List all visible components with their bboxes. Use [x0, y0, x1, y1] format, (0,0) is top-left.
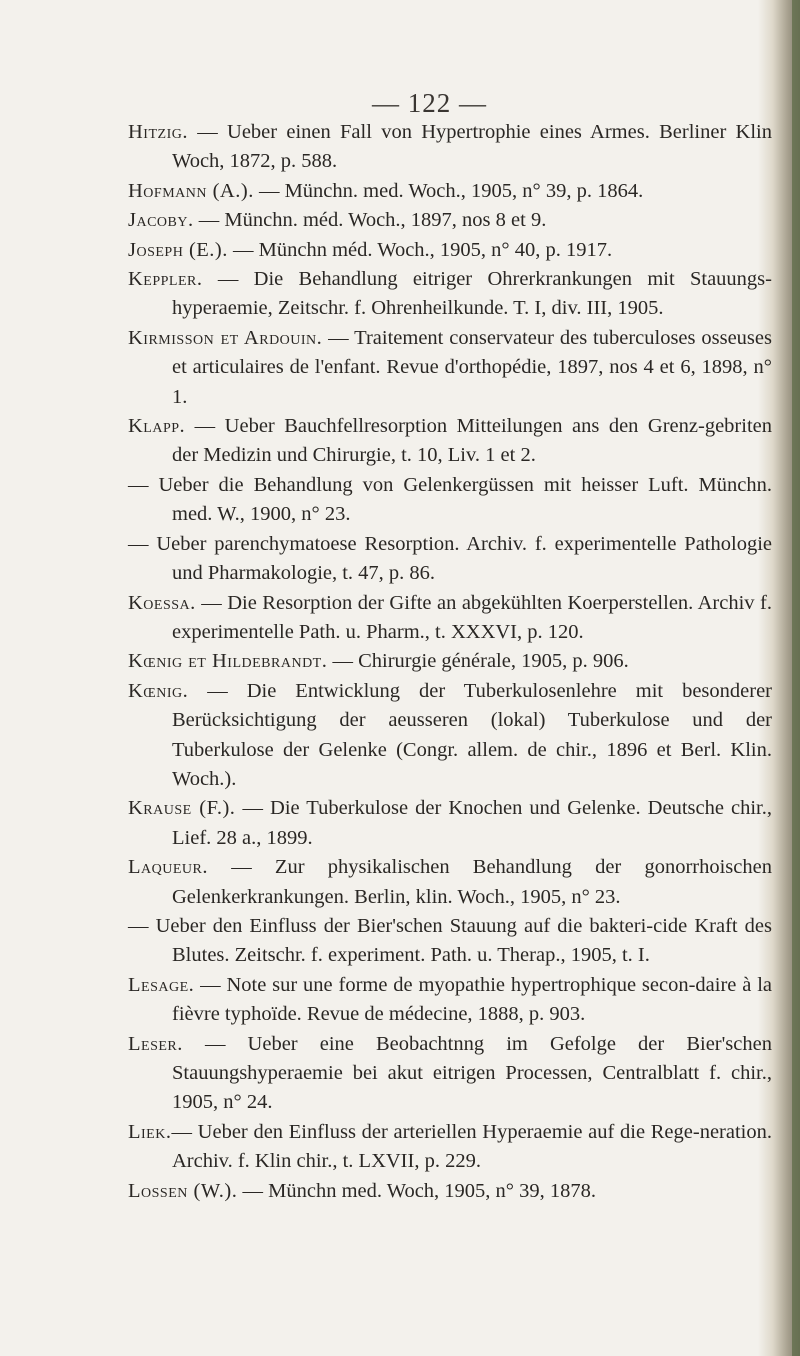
bibliography-entry — [128, 589, 772, 648]
bibliography-entry — [128, 647, 772, 676]
entry-author: Liek. — [128, 1120, 172, 1143]
entry-text: — Ueber den Einfluss der Bier'schen Stauung auf die bakteri-cide Kraft des Blutes. Zeitschr. f. experiment. Path. u. Therap., 1905, t. I. — [128, 914, 772, 967]
entry-text: — Die Behandlung eitriger Ohrerkrankungen mit Stauungs-hyperaemie, Zeitschr. f. Ohrenheilkunde. T. I, div. III, 1905. — [172, 268, 772, 320]
entry-text: — Die Resorption der Gifte an abgekühlten Koerperstellen. Archiv f. experimentelle Path. u. Pharm., t. XXXVI, p. 120. — [172, 591, 772, 643]
entry-text: — Traitement conservateur des tuberculoses osseuses et articulaires de l'enfant. Revue d'orthopédie, 1897, nos 4 et 6, 1898, n° 1. — [172, 326, 772, 408]
entry-text: — Die Entwicklung der Tuberkulosenlehre mit besonderer Berücksichtigung der aeusseren (lokal) Tuberkulose und der Tuberkulose der Gelenke (Congr. allem. de chir., 1896 et Berl. Klin. Woch.). — [172, 679, 772, 790]
bibliography-entry — [128, 794, 772, 853]
bibliography-entry — [128, 177, 772, 206]
bibliography-entry — [128, 971, 772, 1030]
entry-author: Jacoby. — [128, 209, 194, 232]
entry-author: Leser. — [128, 1032, 183, 1055]
entry-text: — Münchn med. Woch, 1905, n° 39, 1878. — [237, 1179, 597, 1202]
entry-text: — Note sur une forme de myopathie hypertrophique secon-daire à la fièvre typhoïde. Revue de médecine, 1888, p. 903. — [172, 973, 772, 1026]
bibliography-entry — [128, 1177, 772, 1206]
bibliography-entry — [128, 206, 772, 235]
entry-author: Joseph (E.). — [128, 238, 228, 261]
entry-text: — Ueber den Einfluss der arteriellen Hyperaemie auf die Rege-neration. Archiv. f. Klin chir., t. LXVII, p. 229. — [171, 1120, 772, 1173]
entry-author: Lossen (W.). — [128, 1179, 238, 1202]
bibliography-entry — [128, 1118, 772, 1177]
bibliography-entry — [128, 853, 772, 912]
entry-author: Kœnig et Hildebrandt. — [128, 650, 328, 673]
bibliography-entry — [128, 1030, 772, 1118]
entry-author: Kirmisson et Ardouin. — [128, 326, 323, 349]
entry-text: — Ueber Bauchfellresorption Mitteilungen ans den Grenz-gebriten der Medizin und Chirurgie, t. 10, Liv. 1 et 2. — [172, 415, 772, 467]
bibliography-entry — [128, 236, 772, 265]
bibliography-entry — [128, 412, 772, 471]
entry-text: — Münchn. méd. Woch., 1897, nos 8 et 9. — [193, 209, 547, 232]
bibliography-list — [128, 118, 772, 1206]
entry-author: Klapp. — [128, 415, 186, 438]
entry-text: — Ueber eine Beobachtnng im Gefolge der Bier'schen Stauungshyperaemie bei akut eitrigen Processen, Centralblatt f. chir., 1905, n° 24. — [172, 1032, 772, 1114]
entry-author: Lesage. — [128, 973, 195, 996]
entry-text: — Ueber parenchymatoese Resorption. Archiv. f. experimentelle Pathologie und Pharmakologie, t. 47, p. 86. — [128, 532, 772, 585]
entry-text: — Münchn méd. Woch., 1905, n° 40, p. 1917. — [227, 238, 613, 261]
bibliography-entry — [128, 118, 772, 177]
entry-text: — Ueber einen Fall von Hypertrophie eines Armes. Berliner Klin Woch, 1872, p. 588. — [172, 121, 772, 173]
entry-author: Hofmann (A.). — [128, 179, 254, 202]
bibliography-entry — [128, 265, 772, 324]
entry-text: — Zur physikalischen Behandlung der gonorrhoischen Gelenkerkrankungen. Berlin, klin. Woch., 1905, n° 23. — [172, 856, 772, 908]
entry-text: — Münchn. med. Woch., 1905, n° 39, p. 1864. — [253, 179, 644, 202]
page-number: — 122 — — [372, 88, 487, 118]
entry-author: Laqueur. — [128, 856, 208, 879]
bibliography-entry — [128, 677, 772, 795]
entry-author: Hitzig. — [128, 121, 188, 143]
entry-author: Koessa. — [128, 591, 196, 614]
entry-text: — Die Tuberkulose der Knochen und Gelenke. Deutsche chir., Lief. 28 a., 1899. — [172, 797, 772, 849]
bibliography-entry — [128, 912, 772, 971]
entry-author: Keppler. — [128, 268, 203, 291]
entry-text: — Chirurgie générale, 1905, p. 906. — [327, 650, 629, 673]
bibliography-entry — [128, 324, 772, 412]
bibliography-entry — [128, 530, 772, 589]
entry-author: Krause (F.). — [128, 797, 236, 820]
entry-text: — Ueber die Behandlung von Gelenkergüssen mit heisser Luft. Münchn. med. W., 1900, n° 23. — [128, 473, 772, 526]
entry-author: Kœnig. — [128, 679, 189, 702]
bibliography-entry — [128, 471, 772, 530]
